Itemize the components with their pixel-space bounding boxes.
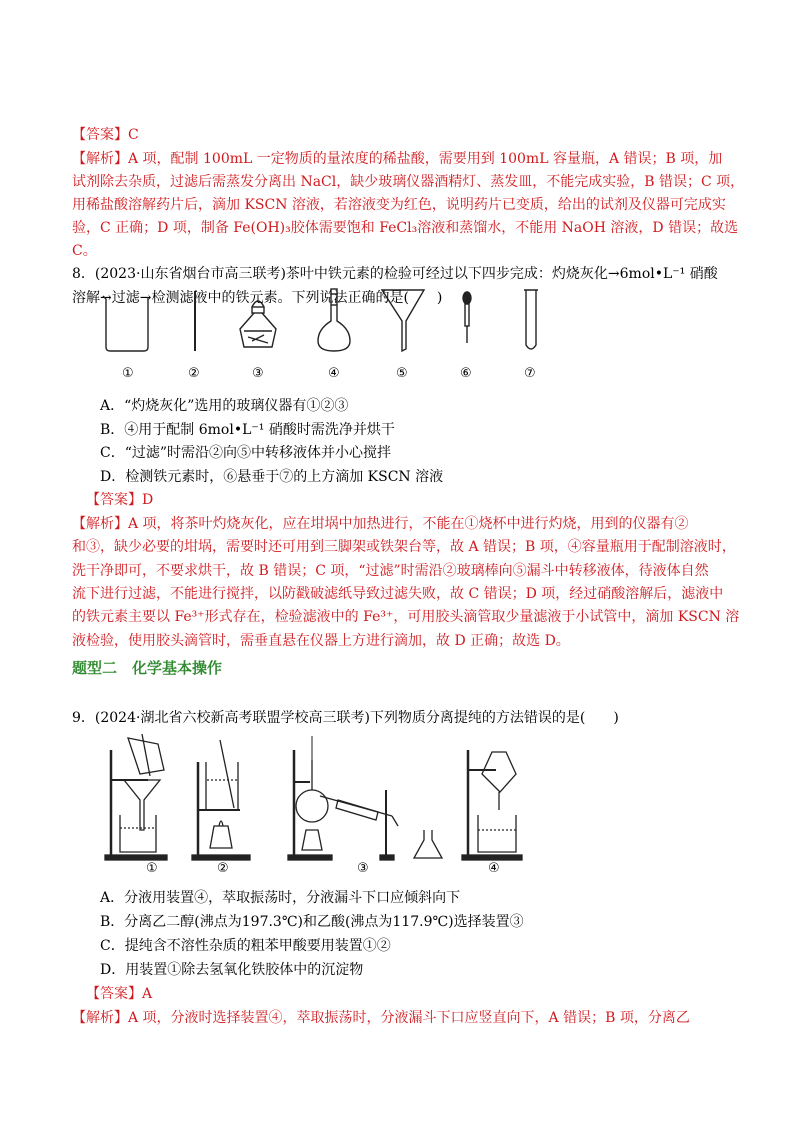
- separatory-funnel-apparatus-icon: [462, 750, 522, 860]
- q7-analysis-line-5: C。: [72, 243, 97, 259]
- section-heading: 题型二 化学基本操作: [72, 659, 223, 677]
- q8-figure-labels: [0, 366, 800, 386]
- apparatus-label-2: ②: [217, 861, 229, 876]
- q8-analysis-line-2: 和③，缺少必要的坩埚，需要时还可用到三脚架或铁架台等，故 A 错误；B 项，④容量瓶用于配制溶液时，: [72, 539, 736, 555]
- q9-figure-labels: [0, 861, 800, 881]
- funnel-icon: [382, 290, 424, 351]
- figure-label-4: ④: [328, 366, 340, 381]
- figure-label-6: ⑥: [460, 366, 472, 381]
- q8-answer: 【答案】D: [86, 492, 154, 508]
- q7-answer: 【答案】C: [72, 127, 139, 143]
- q8-option-d: D．检测铁元素时，⑥悬垂于⑦的上方滴加 KSCN 溶液: [100, 469, 444, 485]
- figure-label-7: ⑦: [524, 366, 536, 381]
- q8-analysis-line-1: 【解析】A 项，将茶叶灼烧灰化，应在坩埚中加热进行，不能在①烧杯中进行灼烧，用到的仪器有②: [72, 516, 689, 532]
- q9-option-b: B．分离乙二醇(沸点为197.3℃)和乙酸(沸点为117.9℃)选择装置③: [100, 914, 524, 930]
- q7-analysis-line-3: 用稀盐酸溶解药片后，滴加 KSCN 溶液，若溶液变为红色，说明药片已变质，给出的试剂及仪器可完成实: [72, 197, 726, 213]
- volumetric-flask-icon: [318, 289, 350, 351]
- q8-stem-line-1: 8．(2023·山东省烟台市高三联考)茶叶中铁元素的检验可经过以下四步完成：灼烧灰化→6mol•L⁻¹ 硝酸: [72, 266, 718, 282]
- q8-analysis-line-3: 洗干净即可，不要求烘干，故 B 错误；C 项，“过滤”时需沿②玻璃棒向⑤漏斗中转移液体，待液体自然: [72, 563, 709, 579]
- figure-label-1: ①: [122, 366, 134, 381]
- test-tube-icon: [524, 290, 538, 349]
- apparatus-label-1: ①: [146, 861, 158, 876]
- beaker-icon: [103, 296, 148, 351]
- q8-analysis-line-4: 流下进行过滤，不能进行搅拌，以防戳破滤纸导致过滤失败，故 C 错误；D 项，经过硝酸溶解后，滤液中: [72, 586, 724, 602]
- q9-analysis-line-1: 【解析】A 项，分液时选择装置④，萃取振荡时，分液漏斗下口应竖直向下，A 错误；B 项，分离乙: [72, 1010, 690, 1026]
- figure-label-5: ⑤: [396, 366, 408, 381]
- apparatus-label-4: ④: [488, 861, 500, 876]
- figure-label-3: ③: [252, 366, 264, 381]
- dropper-icon: [463, 292, 471, 343]
- evaporation-apparatus-icon: [192, 740, 250, 860]
- distillation-apparatus-icon: [288, 736, 442, 860]
- apparatus-label-3: ③: [357, 861, 369, 876]
- q8-analysis-line-5: 的铁元素主要以 Fe³⁺形式存在，检验滤液中的 Fe³⁺，可用胶头滴管取少量滤液于小试管中，滴加 KSCN 溶: [72, 609, 740, 625]
- q8-analysis-line-6: 液检验，使用胶头滴管时，需垂直悬在仪器上方进行滴加，故 D 正确；故选 D。: [72, 633, 570, 649]
- alcohol-lamp-icon: [240, 301, 276, 347]
- q9-stem: 9．(2024·湖北省六校新高考联盟学校高三联考)下列物质分离提纯的方法错误的是( ): [72, 710, 619, 726]
- q8-option-c: C．“过滤”时需沿②向⑤中转移液体并小心搅拌: [100, 445, 392, 461]
- q8-option-a: A．“灼烧灰化”选用的玻璃仪器有①②③: [100, 398, 349, 414]
- q7-analysis-line-1: 【解析】A 项，配制 100mL 一定物质的量浓度的稀盐酸，需要用到 100mL 容量瓶，A 错误；B 项，加: [72, 151, 723, 167]
- q9-option-a: A．分液用装置④，萃取振荡时，分液漏斗下口应倾斜向下: [100, 890, 461, 906]
- q9-answer: 【答案】A: [86, 986, 153, 1002]
- q7-analysis-line-2: 试剂除去杂质，过滤后需蒸发分离出 NaCl，缺少玻璃仪器酒精灯、蒸发皿，不能完成实验，B 错误；C 项，: [72, 174, 745, 190]
- q9-option-c: C．提纯含不溶性杂质的粗苯甲酸要用装置①②: [100, 938, 391, 954]
- figure-label-2: ②: [188, 366, 200, 381]
- q8-stem-line-2: 溶解→过滤→检测滤液中的铁元素。下列说法正确的是( ): [72, 290, 443, 306]
- q8-option-b: B．④用于配制 6mol•L⁻¹ 硝酸时需洗净并烘干: [100, 422, 395, 438]
- q7-analysis-line-4: 验，C 正确；D 项，制备 Fe(OH)₃胶体需要饱和 FeCl₃溶液和蒸馏水，不能用 NaOH 溶液，D 错误；故选: [72, 220, 739, 236]
- q9-option-d: D．用装置①除去氢氧化铁胶体中的沉淀物: [100, 962, 364, 978]
- q9-apparatus-figure: [0, 730, 800, 870]
- filtration-apparatus-icon: [105, 734, 167, 860]
